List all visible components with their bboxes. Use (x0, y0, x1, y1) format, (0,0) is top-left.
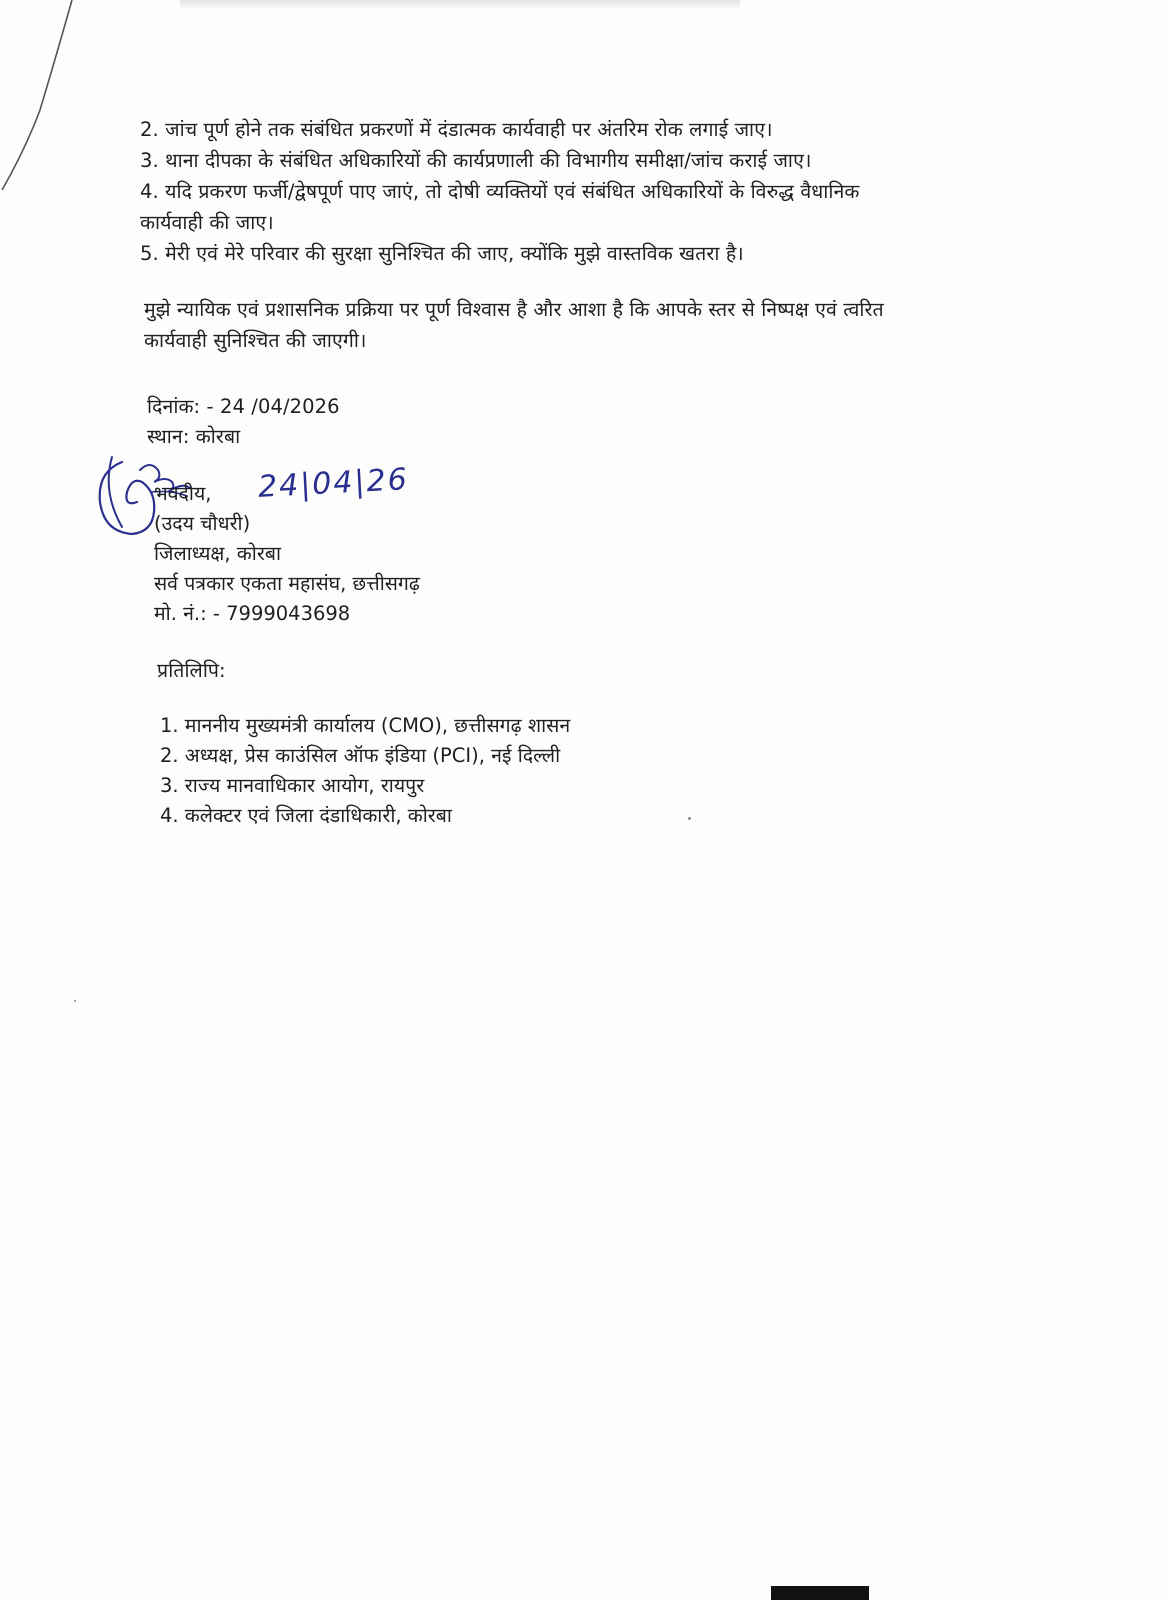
signatory-designation: जिलाध्यक्ष, कोरबा (154, 542, 281, 565)
letter-place: स्थान: कोरबा (147, 425, 241, 448)
scan-smudge (180, 0, 740, 10)
copy-item: 2. अध्यक्ष, प्रेस काउंसिल ऑफ इंडिया (PCI), नई दिल्ली (160, 744, 561, 767)
copy-item: 4. कलेक्टर एवं जिला दंडाधिकारी, कोरबा (160, 804, 452, 827)
copies-heading: प्रतिलिपि: (157, 659, 226, 682)
signatory-organization: सर्व पत्रकार एकता महासंघ, छत्तीसगढ़ (154, 572, 420, 595)
scan-speck (688, 817, 691, 820)
salutation: भवदीय, (154, 482, 212, 505)
point-5: 5. मेरी एवं मेरे परिवार की सुरक्षा सुनिश्चित की जाए, क्योंकि मुझे वास्तविक खतरा है। (140, 242, 744, 265)
signatory-name: (उदय चौधरी) (154, 512, 251, 535)
point-4-line-1: 4. यदि प्रकरण फर्जी/द्वेषपूर्ण पाए जाएं, तो दोषी व्यक्तियों एवं संबंधित अधिकारियों के विरुद्ध वैधानिक (140, 180, 860, 203)
page-edge-line (0, 0, 90, 190)
point-4-line-2: कार्यवाही की जाए। (140, 211, 274, 234)
signature-block (154, 480, 420, 628)
closing-line-2: कार्यवाही सुनिश्चित की जाएगी। (144, 329, 367, 352)
point-3: 3. थाना दीपका के संबंधित अधिकारियों की कार्यप्रणाली की विभागीय समीक्षा/जांच कराई जाए। (140, 149, 812, 172)
scan-edge-bar (771, 1586, 869, 1600)
signatory-mobile: मो. नं.: - 7999043698 (154, 602, 351, 625)
letter-date: दिनांक: - 24 /04/2026 (147, 395, 340, 418)
copy-item: 1. माननीय मुख्यमंत्री कार्यालय (CMO), छत्तीसगढ़ शासन (160, 714, 571, 737)
handwritten-date: 24|04|26 (257, 462, 410, 505)
copy-item: 3. राज्य मानवाधिकार आयोग, रायपुर (160, 774, 425, 797)
copies-list (160, 712, 570, 830)
point-2: 2. जांच पूर्ण होने तक संबंधित प्रकरणों में दंडात्मक कार्यवाही पर अंतरिम रोक लगाई जाए। (140, 118, 773, 141)
scan-speck (74, 1000, 76, 1002)
closing-line-1: मुझे न्यायिक एवं प्रशासनिक प्रक्रिया पर पूर्ण विश्वास है और आशा है कि आपके स्तर से निष्पक्ष एवं त्वरित (144, 298, 884, 321)
